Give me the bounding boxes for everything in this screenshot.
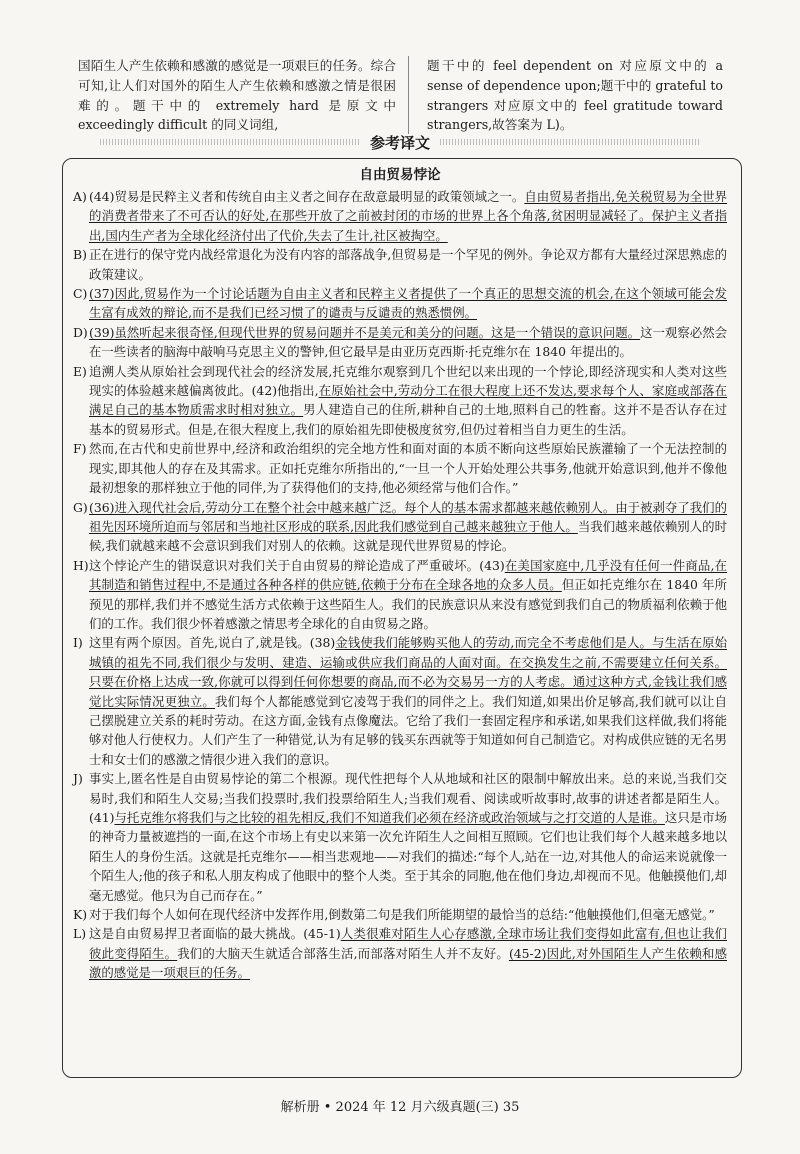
text-segment: 这是自由贸易捍卫者面临的最大挑战。(45-1) bbox=[89, 926, 341, 942]
paragraph-label: E) bbox=[73, 363, 87, 379]
text-segment: 事实上,匿名性是自由贸易悖论的第二个根源。现代性把每个人从地域和社区的限制中解放出来。总的来说,当我们交易时,我们和陌生人交易;当我们投票时,我们投票给陌生人;当我们观看、阅读或听故事时,故事的讲述者都是陌生人。(41) bbox=[89, 771, 727, 825]
underlined-segment: (37)因此,贸易作为一个讨论话题为自由主义者和民粹主义者提供了一个真正的思想交流的机会,在这个领域可能会发生富有成效的辩论,而不是我们已经习惯了的谴责与反谴责的熟悉惯例。 bbox=[89, 286, 727, 321]
paragraph bbox=[73, 284, 727, 323]
paragraph-text bbox=[89, 924, 727, 982]
article-title: 自由贸易悖论 bbox=[359, 167, 441, 183]
underlined-segment: 在原始社会中,劳动分工在很大程度上还不发达,要求每个人、家庭或部落在满足自己的基本物质需求时相对独立。 bbox=[89, 383, 727, 418]
text-segment: 这一观察必然会在一些读者的脑海中敲响马克思主义的警钟,但它最早是由亚历克西斯·托克维尔在 1840 年提出的。 bbox=[89, 324, 728, 360]
page-footer: 解析册 • 2024 年 12 月六级真题(三) 35 bbox=[280, 1100, 520, 1115]
paragraph bbox=[73, 498, 727, 556]
paragraph-text bbox=[89, 362, 727, 440]
underlined-segment: 在美国家庭中,几乎没有任何一件商品,在其制造和销售过程中,不是通过各种各样的供应链,依赖于分布在全球各地的众多人员。 bbox=[89, 557, 727, 593]
paragraph-text bbox=[89, 323, 727, 362]
underlined-segment: (45-2)因此,对外国陌生人产生依赖和感激的感觉是一项艰巨的任务。 bbox=[89, 945, 727, 981]
paragraph bbox=[73, 245, 727, 284]
paragraph-label: L) bbox=[73, 926, 87, 942]
paragraph-label: G) bbox=[73, 499, 88, 515]
text-segment: 然而,在古代和史前世界中,经济和政治组织的完全地方性和面对面的本质不断向这些原始民族灌输了一个无法控制的现实,即其他人的存在及其需求。正如托克维尔所指出的,“一旦一个人开始处理公共事务,他就开始意识到,他并不像他最初想象的那样独立于他的同伴,为了获得他们的支持,他必须经常与他们合作。” bbox=[89, 441, 727, 496]
text-segment: 这里有两个原因。首先,说白了,就是钱。(38) bbox=[89, 635, 336, 651]
paragraph-text bbox=[89, 284, 727, 323]
paragraph-text bbox=[89, 556, 727, 634]
text-segment: 对于我们每个人如何在现代经济中发挥作用,倒数第二句是我们所能期望的最恰当的总结:“他触摸他们,但毫无感觉。” bbox=[89, 907, 715, 923]
answer-explanation-left: 国陌生人产生依赖和感激的感觉是一项艰巨的任务。综合可知,让人们对国外的陌生人产生依赖和感激之情是很困难的。题干中的 extremely hard 是原文中 exceedingly difficult 的同义词组, bbox=[78, 58, 396, 133]
answer-explanation-right: 题干中的 feel dependent on 对应原文中的 a sense of dependence upon;题干中的 grateful to strangers 对应原文中的 feel gratitude toward strangers,故答案为 L)。 bbox=[408, 56, 723, 134]
paragraph-text bbox=[89, 498, 727, 556]
paragraph bbox=[73, 556, 727, 634]
text-segment: 追溯人类从原始社会到现代社会的经济发展,托克维尔观察到几个世纪以来出现的一个悖论,即经济现实和人类对这些现实的体验越来越偏离彼此。(42)他指出, bbox=[89, 363, 727, 399]
underlined-segment: 人类很难对陌生人心存感激,全球市场让我们变得如此富有,但也让我们彼此变得陌生。 bbox=[89, 926, 727, 961]
paragraph bbox=[73, 362, 727, 440]
paragraph-text bbox=[89, 439, 727, 497]
heading-rule-right bbox=[440, 139, 700, 145]
text-segment: 我们每个人都能感觉到它凌驾于我们的同伴之上。我们知道,如果出价足够高,我们就可以让自己摆脱建立关系的耗时劳动。在这方面,金钱有点像魔法。它给了我们一套固定程序和承诺,如果我们这样做,我们将能够对他人行使权力。人们产生了一种错觉,认为有足够的钱买东西就等于知道如何自己制造它。对构成供应链的无名男士和女士们的感激之情很少进入我们的意识。 bbox=[89, 693, 727, 767]
paragraph-text bbox=[89, 245, 727, 284]
paragraph-label: J) bbox=[73, 771, 83, 787]
paragraph-label: D) bbox=[73, 324, 88, 340]
paragraph bbox=[73, 924, 727, 982]
text-segment: 这只是市场的神奇力量被遮挡的一面,在这个市场上有史以来第一次允许陌生人之间相互照顾。它们也让我们每个人越来越多地以陌生人的身份生活。这就是托克维尔——相当悲观地——对我们的描述:“每个人,站在一边,对其他人的命运来说就像一个陌生人;他的孩子和私人朋友构成了他眼中的整个人类。至于其余的同胞,他在他们身边,却视而不见。他触摸他们,却毫无感觉。他只为自己而存在。” bbox=[89, 810, 727, 903]
paragraph-label: H) bbox=[73, 557, 89, 573]
text-segment: 但正如托克维尔在 1840 年所预见的那样,我们并不感觉生活方式依赖于这些陌生人。我们的民族意识从来没有感觉到我们自己的物质福利依赖于他们的工作。我们很少怀着感激之情思考全球化的自由贸易之路。 bbox=[89, 577, 727, 631]
text-segment: 男人建造自己的住所,耕种自己的土地,照料自己的牲畜。这并不是否认存在过基本的贸易形式。但是,在很大程度上,我们的原始祖先即使极度贫穷,但仍过着相当自力更生的生活。 bbox=[89, 402, 727, 437]
paragraph bbox=[73, 439, 727, 497]
underlined-segment: 自由贸易者指出,免关税贸易为全世界的消费者带来了不可否认的好处,在那些开放了之前被封闭的市场的世界上各个角落,贫困明显减轻了。保护主义者指出,国内生产者为全球化经济付出了代价,失去了生计,社区被掏空。 bbox=[89, 189, 727, 243]
section-heading-text: 参考译文 bbox=[369, 133, 430, 152]
paragraph-label: B) bbox=[73, 247, 87, 263]
paragraph bbox=[73, 323, 727, 362]
section-heading bbox=[0, 131, 800, 153]
text-segment: 正在进行的保守党内战经常退化为没有内容的部落战争,但贸易是一个罕见的例外。争论双方都有大量经过深思熟虑的政策建议。 bbox=[89, 247, 727, 282]
paragraph-list bbox=[73, 187, 727, 983]
text-segment: 这个悖论产生的错误意识对我们关于自由贸易的辩论造成了严重破坏。(43) bbox=[89, 557, 505, 573]
paragraph bbox=[73, 769, 727, 905]
text-segment: 我们的大脑天生就适合部落生活,而部落对陌生人并不友好。 bbox=[177, 945, 509, 961]
paragraph bbox=[73, 633, 727, 769]
underlined-segment: 金钱使我们能够购买他人的劳动,而完全不考虑他们是人。与生活在原始城镇的祖先不同,我们很少与发明、建造、运输或供应我们商品的人面对面。在交换发生之前,不需要建立任何关系。只要在价格上达成一致,你就可以得到任何你想要的商品,而不必为交易另一方的人考虑。通过这种方式,金钱让我们感觉比实际情况更独立。 bbox=[89, 635, 727, 709]
paragraph-label: A) bbox=[73, 189, 87, 204]
top-answer-columns bbox=[78, 56, 728, 134]
paragraph-text bbox=[89, 187, 727, 245]
paragraph-label: I) bbox=[73, 635, 83, 651]
paragraph-text bbox=[89, 905, 727, 924]
underlined-segment: 与托克维尔将我们与之比较的祖先相反,我们不知道我们必须在经济或政治领域与之打交道的人是谁。 bbox=[114, 810, 665, 825]
text-segment: 当我们越来越依赖别人的时候,我们就越来越不会意识到我们对别人的依赖。这就是现代世界贸易的悖论。 bbox=[89, 518, 727, 554]
paragraph bbox=[73, 187, 727, 245]
underlined-segment: (36)进入现代社会后,劳动分工在整个社会中越来越广泛。每个人的基本需求都越来越依赖别人。由于被剥夺了我们的祖先因环境所迫而与邻居和当地社区形成的联系,因此我们感觉到自己越来越独立于他人。 bbox=[89, 499, 727, 534]
paragraph-label: F) bbox=[73, 441, 87, 457]
translation-box bbox=[62, 158, 742, 1078]
underlined-segment: (39)虽然听起来很奇怪,但现代世界的贸易问题并不是美元和美分的问题。这是一个错误的意识问题。 bbox=[89, 324, 641, 340]
paragraph-label: C) bbox=[73, 286, 88, 302]
paragraph-text bbox=[89, 769, 727, 905]
heading-rule-left bbox=[100, 139, 360, 145]
paragraph-text bbox=[89, 633, 727, 769]
text-segment: (44)贸易是民粹主义者和传统自由主义者之间存在敌意最明显的政策领域之一。 bbox=[89, 189, 525, 204]
paragraph-label: K) bbox=[73, 907, 88, 923]
paragraph bbox=[73, 905, 727, 924]
